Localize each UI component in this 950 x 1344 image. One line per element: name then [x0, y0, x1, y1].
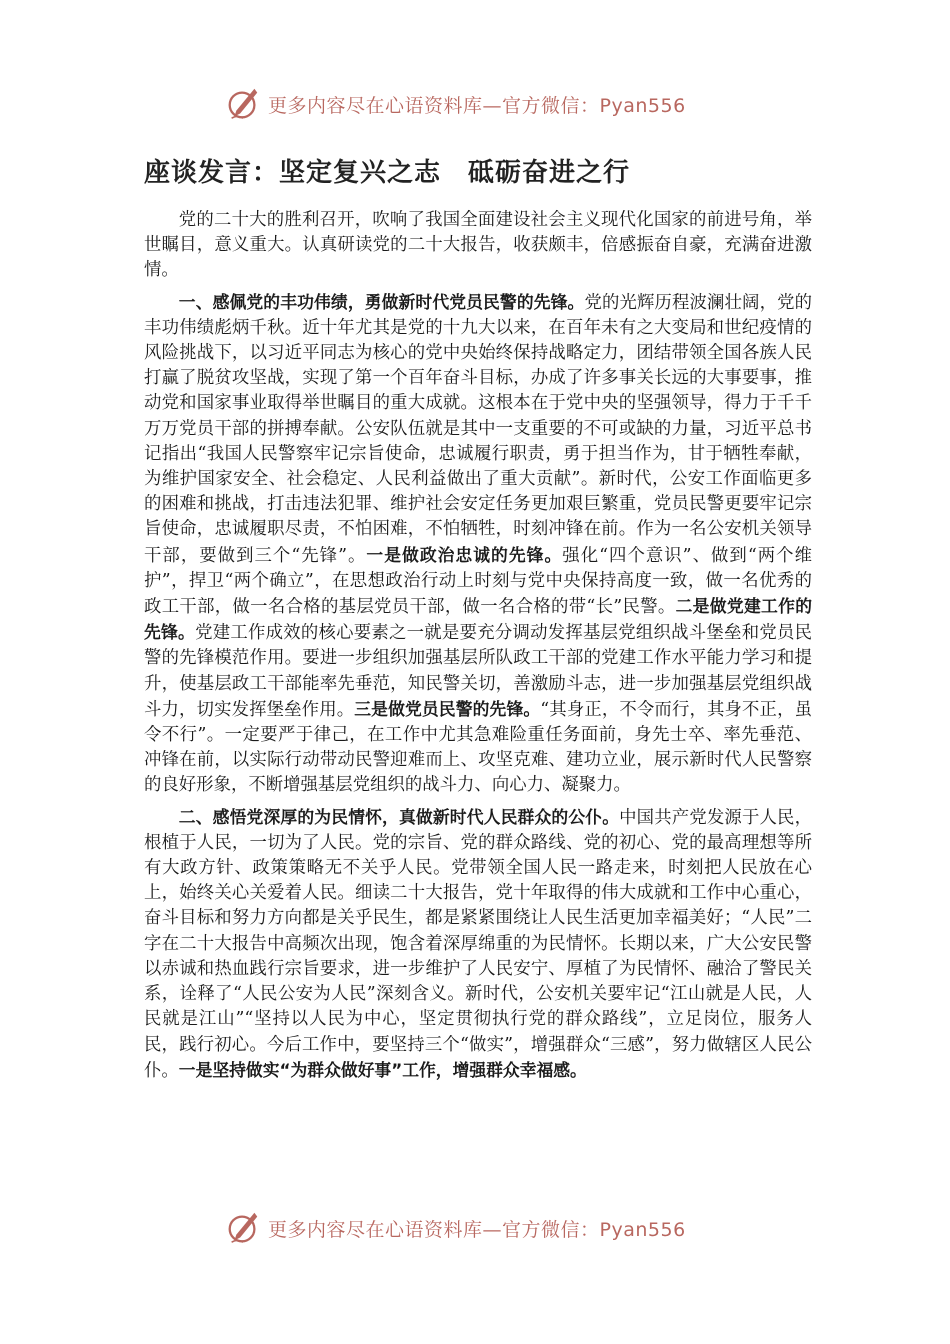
bold-heading-run: 一是做政治忠诚的先锋。 [366, 544, 563, 565]
bold-heading-run: 一、感佩党的丰功伟绩，勇做新时代党员民警的先锋。 [178, 291, 585, 312]
watermark-handle: Pyan556 [599, 1218, 686, 1241]
quill-pen-logo-icon [224, 1209, 262, 1247]
bold-heading-run: 三是做党员民警的先锋。 [354, 698, 541, 719]
bold-heading-run: 二、感悟党深厚的为民情怀，真做新时代人民群众的公仆。 [178, 806, 620, 827]
header-watermark-banner [224, 84, 724, 124]
watermark-handle: Pyan556 [599, 94, 686, 117]
watermark-text [268, 1215, 686, 1242]
text-run: 党的二十大的胜利召开，吹响了我国全面建设社会主义现代化国家的前进号角，举世瞩目，意义重大。认真研读党的二十大报告，收获颇丰，倍感振奋自豪，充满奋进激情。 [144, 210, 812, 281]
body-paragraph [144, 805, 812, 1084]
text-run: “其身正，不令而行，其身不正，虽令不行”。一定要严于律己，在工作中尤其急难险重任务面前，身先士卒、率先垂范、冲锋在前，以实际行动带动民警迎难而上、攻坚克难、建功立业，展示新时代人民警察的良好形象，不断增强基层党组织的战斗力、向心力、凝聚力。 [144, 699, 812, 796]
watermark-text [268, 91, 686, 118]
watermark-label: 更多内容尽在心语资料库—官方微信： [268, 94, 600, 117]
document-body [144, 208, 812, 1090]
footer-watermark-banner [224, 1208, 724, 1248]
body-paragraph [144, 208, 812, 284]
bold-heading-run: 一是坚持做实“为群众做好事”工作，增强群众幸福感。 [178, 1059, 587, 1080]
text-run: 中国共产党发源于人民，根植于人民，一切为了人民。党的宗旨、党的群众路线、党的初心、党的最高理想等所有大政方针、政策策略无不关乎人民。党带领全国人民一路走来，时刻把人民放在心上，始终关心关爱着人民。细读二十大报告，党十年取得的伟大成就和工作中心重心，奋斗目标和努力方向都是关乎民生，都是紧紧围绕让人民生活更加幸福美好；“人民”二字在二十大报告中高频次出现，饱含着深厚绵重的为民情怀。长期以来，广大公安民警以赤诚和热血践行宗旨要求，进一步维护了人民安宁、厚植了为民情怀、融洽了警民关系，诠释了“人民公安为人民”深刻含义。新时代，公安机关要牢记“江山就是人民，人民就是江山”“坚持以人民为中心，坚定贯彻执行党的群众路线”，立足岗位，服务人民，践行初心。今后工作中，要坚持三个“做实”，增强群众“三感”，努力做辖区人民公仆。 [144, 807, 812, 1081]
document-title: 座谈发言：坚定复兴之志 砥砺奋进之行 [144, 158, 631, 188]
bold-heading-run: 二是做党建工作的先锋。 [144, 596, 812, 643]
text-run: 强化“四个意识”、做到“两个维护”，捍卫“两个确立”，在思想政治行动上时刻与党中央保持高度一致，做一名优秀的政工干部，做一名合格的基层党员干部，做一名合格的带“长”民警。 [144, 545, 812, 618]
text-run: 党建工作成效的核心要素之一就是要充分调动发挥基层党组织战斗堡垒和党员民警的先锋模范作用。要进一步组织加强基层所队政工干部的党建工作水平能力学习和提升，使基层政工干部能率先垂范，知民警关切，善激励斗志，进一步加强基层党组织战斗力，切实发挥堡垒作用。 [144, 623, 812, 720]
body-paragraph [144, 290, 812, 799]
quill-pen-logo-icon [224, 85, 262, 123]
watermark-label: 更多内容尽在心语资料库—官方微信： [268, 1218, 600, 1241]
text-run: 党的光辉历程波澜壮阔，党的丰功伟绩彪炳千秋。近十年尤其是党的十九大以来，在百年未有之大变局和世纪疫情的风险挑战下，以习近平同志为核心的党中央始终保持战略定力，团结带领全国各族人民打赢了脱贫攻坚战，实现了第一个百年奋斗目标，办成了许多事关长远的大事要事，推动党和国家事业取得举世瞩目的重大成就。这根本在于党中央的坚强领导，得力于千千万万党员干部的拼搏奉献。公安队伍就是其中一支重要的不可或缺的力量，习近平总书记指出“我国人民警察牢记宗旨使命，忠诚履行职责，勇于担当作为，甘于牺牲奉献，为维护国家安全、社会稳定、人民利益做出了重大贡献”。新时代，公安工作面临更多的困难和挑战，打击违法犯罪、维护社会安定任务更加艰巨繁重，党员民警更要牢记宗旨使命，忠诚履职尽责，不怕困难，不怕牺牲，时刻冲锋在前。作为一名公安机关领导干部，要做到三个“先锋”。 [144, 292, 812, 566]
